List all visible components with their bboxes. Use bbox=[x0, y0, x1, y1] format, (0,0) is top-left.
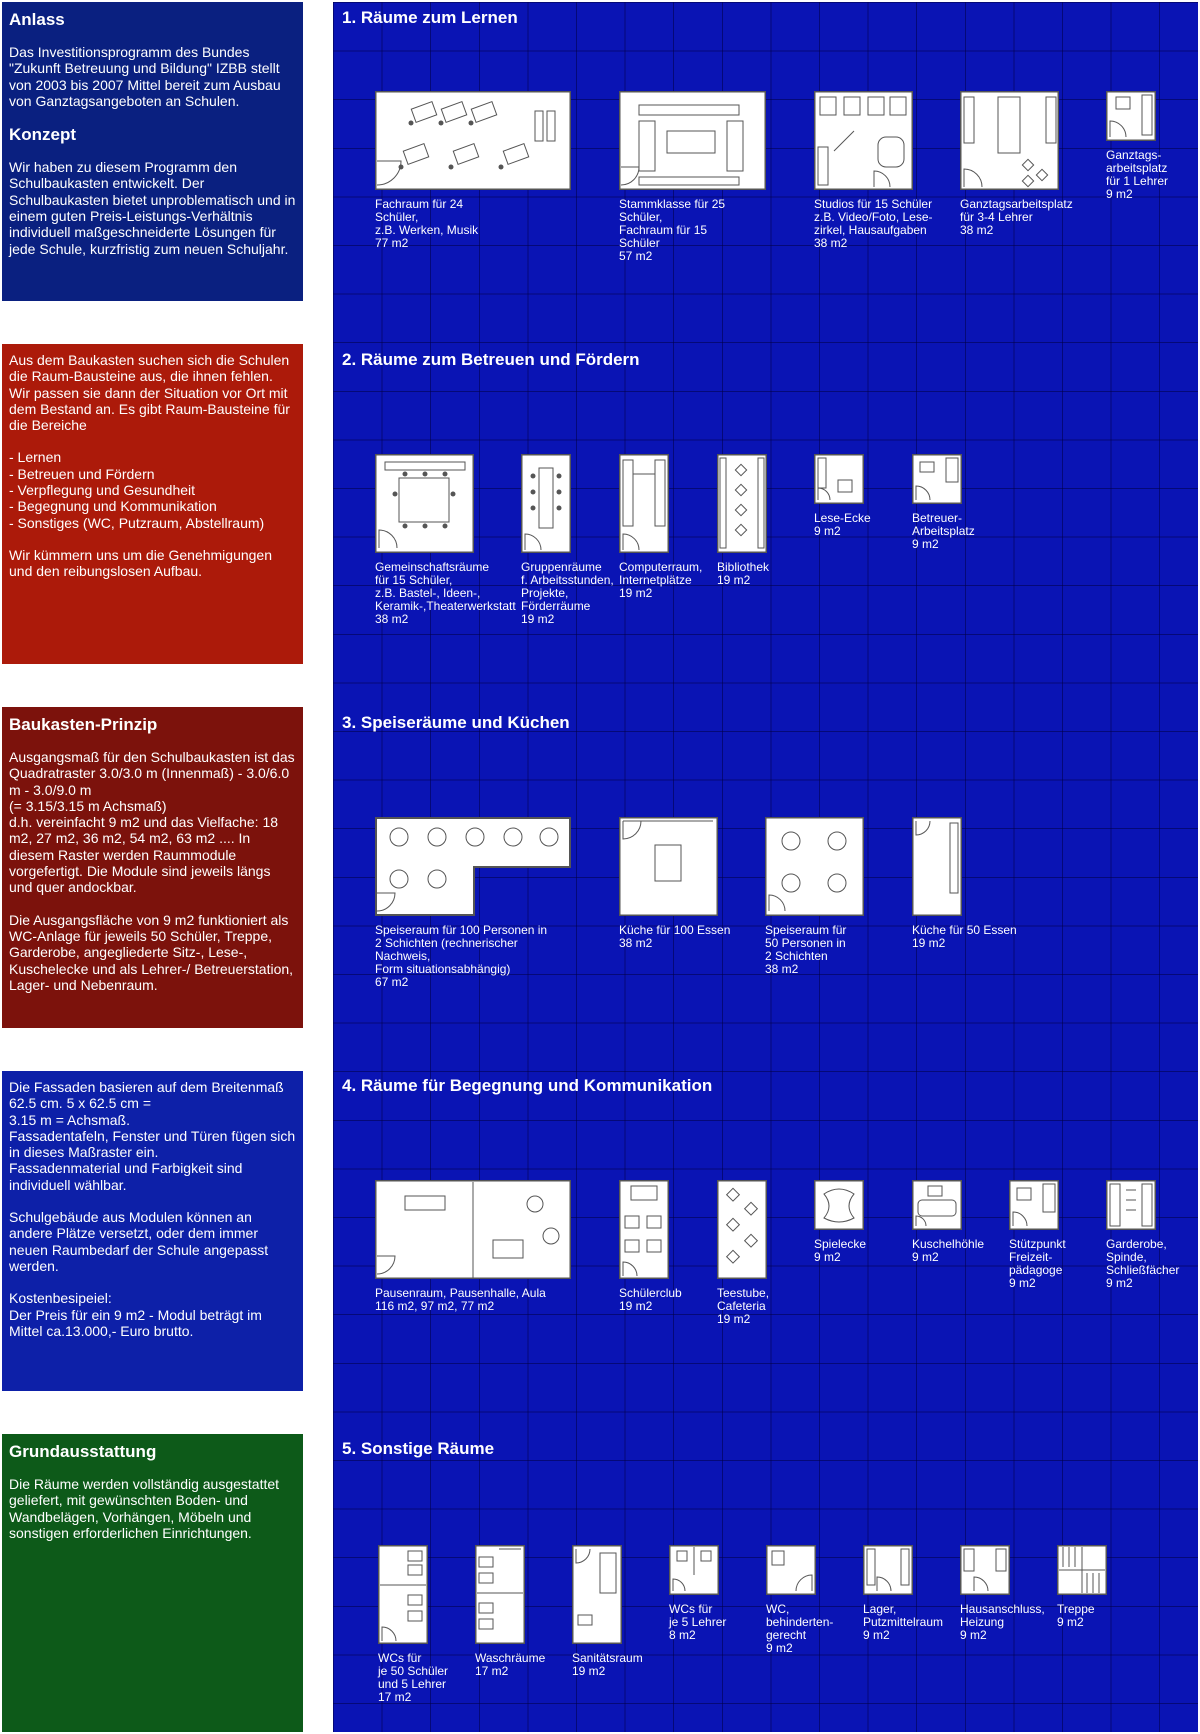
section-title: 1. Räume zum Lernen bbox=[342, 8, 518, 27]
panel-auswahl bbox=[2, 344, 303, 664]
floorplan-fachraum bbox=[375, 91, 571, 190]
fassade-text-1: Die Fassaden basieren auf dem Breitenmaß 62.5 cm. 5 x 62.5 cm = 3.15 m = Achsmaß. Fassadentafeln, Fenster und Türen fügen sich in dieses Maßraster ein. Fassadenmaterial und Farbigkeit sind individuell wählbar. bbox=[9, 1079, 296, 1193]
floorplan-garderobe bbox=[1106, 1180, 1156, 1230]
room-fachraum bbox=[375, 91, 571, 250]
room-caption: Schülerclub 19 m2 bbox=[619, 1286, 682, 1313]
room-caption: Ganztagsarbeitsplatz für 3-4 Lehrer 38 m2 bbox=[960, 197, 1073, 237]
room-gemeinschaft bbox=[375, 454, 516, 626]
floorplan-stammklasse bbox=[619, 91, 766, 190]
floorplan-schuelerclub bbox=[619, 1180, 669, 1279]
prinzip-title: Baukasten-Prinzip bbox=[9, 715, 158, 734]
room-treppe bbox=[1057, 1545, 1147, 1629]
floorplan-studio bbox=[814, 91, 913, 190]
prinzip-text-1: Ausgangsmaß für den Schulbaukasten ist das Quadratraster 3.0/3.0 m (Innenmaß) - 3.0/6.0 m - 3.0/9.0 m (= 3.15/3.15 m Achsmaß) d.h. vereinfacht 9 m2 und das Vielfache: 18 m2, 27 m2, 36 m2, 54 m2, 63 m2 .... In diesem Raster werden Raummodule vorgefertigt. Die Module sind jeweils längs und quer andockbar. bbox=[9, 749, 295, 896]
room-caption: Stützpunkt Freizeit- pädagoge 9 m2 bbox=[1009, 1237, 1066, 1290]
room-lager bbox=[863, 1545, 953, 1642]
section-title: 5. Sonstige Räume bbox=[342, 1439, 495, 1458]
auswahl-item: - Begegnung und Kommunikation bbox=[9, 498, 217, 515]
room-caption: Pausenraum, Pausenhalle, Aula 116 m2, 97 m2, 77 m2 bbox=[375, 1286, 546, 1313]
floorplan-hausanschluss bbox=[960, 1545, 1010, 1595]
grund-title: Grundausstattung bbox=[9, 1442, 157, 1461]
room-betreuer bbox=[912, 454, 1042, 551]
prinzip-text-2: Die Ausgangsfläche von 9 m2 funktioniert als WC-Anlage für jeweils 50 Schüler, Treppe, Garderobe, angegliederte Sitz-, Lese-, Kuschelecke und als Lehrer-/ Betreuerstation, Lager- und Nebenraum. bbox=[9, 911, 294, 993]
konzept-text: Wir haben zu diesem Programm den Schulbaukasten entwickelt. Der Schulbaukasten bietet unproblematisch und in einem guten Preis-Leistungs-Verhältnis individuell maßgeschneiderte Lösungen für jede Schule, kurzfristig zum neuen Schuljahr. bbox=[9, 159, 296, 257]
floorplan-arbeitsplatz bbox=[960, 91, 1059, 190]
room-speiseraum-50 bbox=[765, 817, 895, 976]
floorplan-stuetzpunkt bbox=[1009, 1180, 1059, 1230]
floorplan-teestube bbox=[717, 1180, 767, 1279]
floorplan-speiseraum-100 bbox=[375, 817, 571, 916]
room-caption: Speiseraum für 50 Personen in 2 Schichten 38 m2 bbox=[765, 923, 847, 976]
room-wc-5 bbox=[669, 1545, 759, 1642]
panel-grundausstattung bbox=[2, 1434, 303, 1732]
auswahl-item: - Verpflegung und Gesundheit bbox=[9, 482, 196, 499]
floorplan-spielecke bbox=[814, 1180, 864, 1230]
auswahl-list bbox=[9, 449, 296, 530]
auswahl-intro: Aus dem Baukasten suchen sich die Schulen die Raum-Bausteine aus, die ihnen fehlen. Wir passen sie dann der Situation vor Ort mit dem Bestand an. Es gibt Raum-Bausteine für die Bereiche bbox=[9, 352, 290, 434]
floorplan-waschraeume bbox=[475, 1545, 525, 1644]
grund-text: Die Räume werden vollständig ausgestattet geliefert, mit gewünschten Boden- und Wandbelägen, Vorhängen, Möbeln und sonstigen erforderlichen Einrichtungen. bbox=[9, 1476, 280, 1541]
room-caption: Waschräume 17 m2 bbox=[475, 1651, 546, 1678]
room-speiseraum-100 bbox=[375, 817, 575, 989]
room-caption: Garderobe, Spinde, Schließfächer 9 m2 bbox=[1106, 1237, 1180, 1290]
room-stammklasse bbox=[619, 91, 766, 263]
fassade-text-3: Kostenbesipeiel: Der Preis für ein 9 m2 - Modul beträgt im Mittel ca.13.000,- Euro brutto. bbox=[9, 1290, 262, 1339]
section-title: 2. Räume zum Betreuen und Fördern bbox=[342, 350, 640, 369]
room-einzelplatz bbox=[1106, 91, 1200, 201]
floorplan-wc-5 bbox=[669, 1545, 719, 1595]
room-studio bbox=[814, 91, 944, 250]
auswahl-outro: Wir kümmern uns um die Genehmigungen und den reibungslosen Aufbau. bbox=[9, 546, 273, 580]
floorplan-lese-ecke bbox=[814, 454, 864, 504]
room-caption: Küche für 100 Essen 38 m2 bbox=[619, 923, 731, 950]
room-caption: Sanitätsraum 19 m2 bbox=[572, 1651, 643, 1678]
room-caption: Lese-Ecke 9 m2 bbox=[814, 511, 871, 538]
room-caption: Bibliothek 19 m2 bbox=[717, 560, 770, 587]
floorplan-einzelplatz bbox=[1106, 91, 1156, 141]
room-caption: Studios für 15 Schüler z.B. Video/Foto, Lese- zirkel, Hausaufgaben 38 m2 bbox=[814, 197, 933, 250]
floorplan-kuschelhoehle bbox=[912, 1180, 962, 1230]
room-caption: Gemeinschaftsräume für 15 Schüler, z.B. Bastel-, Ideen-, Keramik-,Theaterwerkstatt 38 m2 bbox=[375, 560, 516, 626]
room-waschraeume bbox=[475, 1545, 565, 1678]
room-wc-behindertengerecht bbox=[766, 1545, 856, 1655]
floorplan-wc-50 bbox=[378, 1545, 428, 1644]
room-caption: Spielecke 9 m2 bbox=[814, 1237, 867, 1264]
room-sanitaetsraum bbox=[572, 1545, 662, 1678]
room-pausenraum bbox=[375, 1180, 575, 1313]
floorplan-wc-behindertengerecht bbox=[766, 1545, 816, 1595]
floorplan-pausenraum bbox=[375, 1180, 571, 1279]
room-caption: Hausanschluss, Heizung 9 m2 bbox=[960, 1602, 1045, 1642]
room-garderobe bbox=[1106, 1180, 1200, 1290]
room-caption: WCs für je 50 Schüler und 5 Lehrer 17 m2 bbox=[378, 1651, 449, 1704]
room-caption: Teestube, Cafeteria 19 m2 bbox=[717, 1286, 770, 1326]
room-caption: Lager, Putzmittelraum 9 m2 bbox=[863, 1602, 944, 1642]
floorplan-computer bbox=[619, 454, 669, 553]
room-caption: Küche für 50 Essen 19 m2 bbox=[912, 923, 1017, 950]
konzept-title: Konzept bbox=[9, 125, 77, 145]
floorplan-treppe bbox=[1057, 1545, 1107, 1595]
section-title: 3. Speiseräume und Küchen bbox=[342, 713, 570, 732]
floorplan-speiseraum-50 bbox=[765, 817, 864, 916]
anlass-title: Anlass bbox=[9, 10, 65, 29]
anlass-text: Das Investitionsprogramm des Bundes "Zukunft Betreuung und Bildung" IZBB stellt von 2003 bis 2007 Mittel bereit zum Ausbau von Ganztagsangeboten an Schulen. bbox=[9, 44, 281, 109]
auswahl-item: - Lernen bbox=[9, 449, 62, 466]
floorplan-sanitaetsraum bbox=[572, 1545, 622, 1644]
room-caption: WCs für je 5 Lehrer 8 m2 bbox=[669, 1602, 727, 1642]
floorplan-lager bbox=[863, 1545, 913, 1595]
room-hausanschluss bbox=[960, 1545, 1050, 1642]
room-caption: Treppe 9 m2 bbox=[1057, 1602, 1095, 1629]
room-caption: Stammklasse für 25 Schüler, Fachraum für 15 Schüler 57 m2 bbox=[619, 197, 726, 263]
floorplan-kueche-100 bbox=[619, 817, 718, 916]
panel-anlass bbox=[2, 2, 303, 301]
auswahl-item: - Sonstiges (WC, Putzraum, Abstellraum) bbox=[9, 514, 265, 531]
floorplan-betreuer bbox=[912, 454, 962, 504]
room-caption: Computerraum, Internetplätze 19 m2 bbox=[619, 560, 703, 600]
room-arbeitsplatz bbox=[960, 91, 1090, 237]
room-caption: Fachraum für 24 Schüler, z.B. Werken, Musik 77 m2 bbox=[375, 197, 479, 250]
room-caption: Gruppenräume f. Arbeitsstunden, Projekte, Förderräume 19 m2 bbox=[521, 560, 614, 626]
panel-prinzip bbox=[2, 707, 303, 1028]
floorplan-bibliothek bbox=[717, 454, 767, 553]
room-caption: WC, behinderten- gerecht 9 m2 bbox=[766, 1602, 834, 1655]
fassade-text-2: Schulgebäude aus Modulen können an andere Plätze versetzt, oder dem immer neuen Raumbedarf der Schule angepasst werden. bbox=[9, 1209, 269, 1274]
section-title: 4. Räume für Begegnung und Kommunikation bbox=[342, 1076, 713, 1095]
room-caption: Ganztags- arbeitsplatz für 1 Lehrer 9 m2 bbox=[1106, 148, 1169, 201]
floorplan-kueche-50 bbox=[912, 817, 962, 916]
main-area bbox=[333, 2, 1198, 1732]
panel-fassade bbox=[2, 1071, 303, 1391]
room-kueche-50 bbox=[912, 817, 1042, 950]
room-caption: Kuschelhöhle 9 m2 bbox=[912, 1237, 985, 1264]
floorplan-gruppe bbox=[521, 454, 571, 553]
auswahl-item: - Betreuen und Fördern bbox=[9, 465, 155, 482]
room-wc-50 bbox=[378, 1545, 468, 1704]
room-caption: Speiseraum für 100 Personen in 2 Schichten (rechnerischer Nachweis, Form situationsabhängig) 67 m2 bbox=[375, 923, 548, 989]
room-caption: Betreuer- Arbeitsplatz 9 m2 bbox=[912, 511, 975, 551]
floorplan-gemeinschaft bbox=[375, 454, 474, 553]
room-kueche-100 bbox=[619, 817, 749, 950]
